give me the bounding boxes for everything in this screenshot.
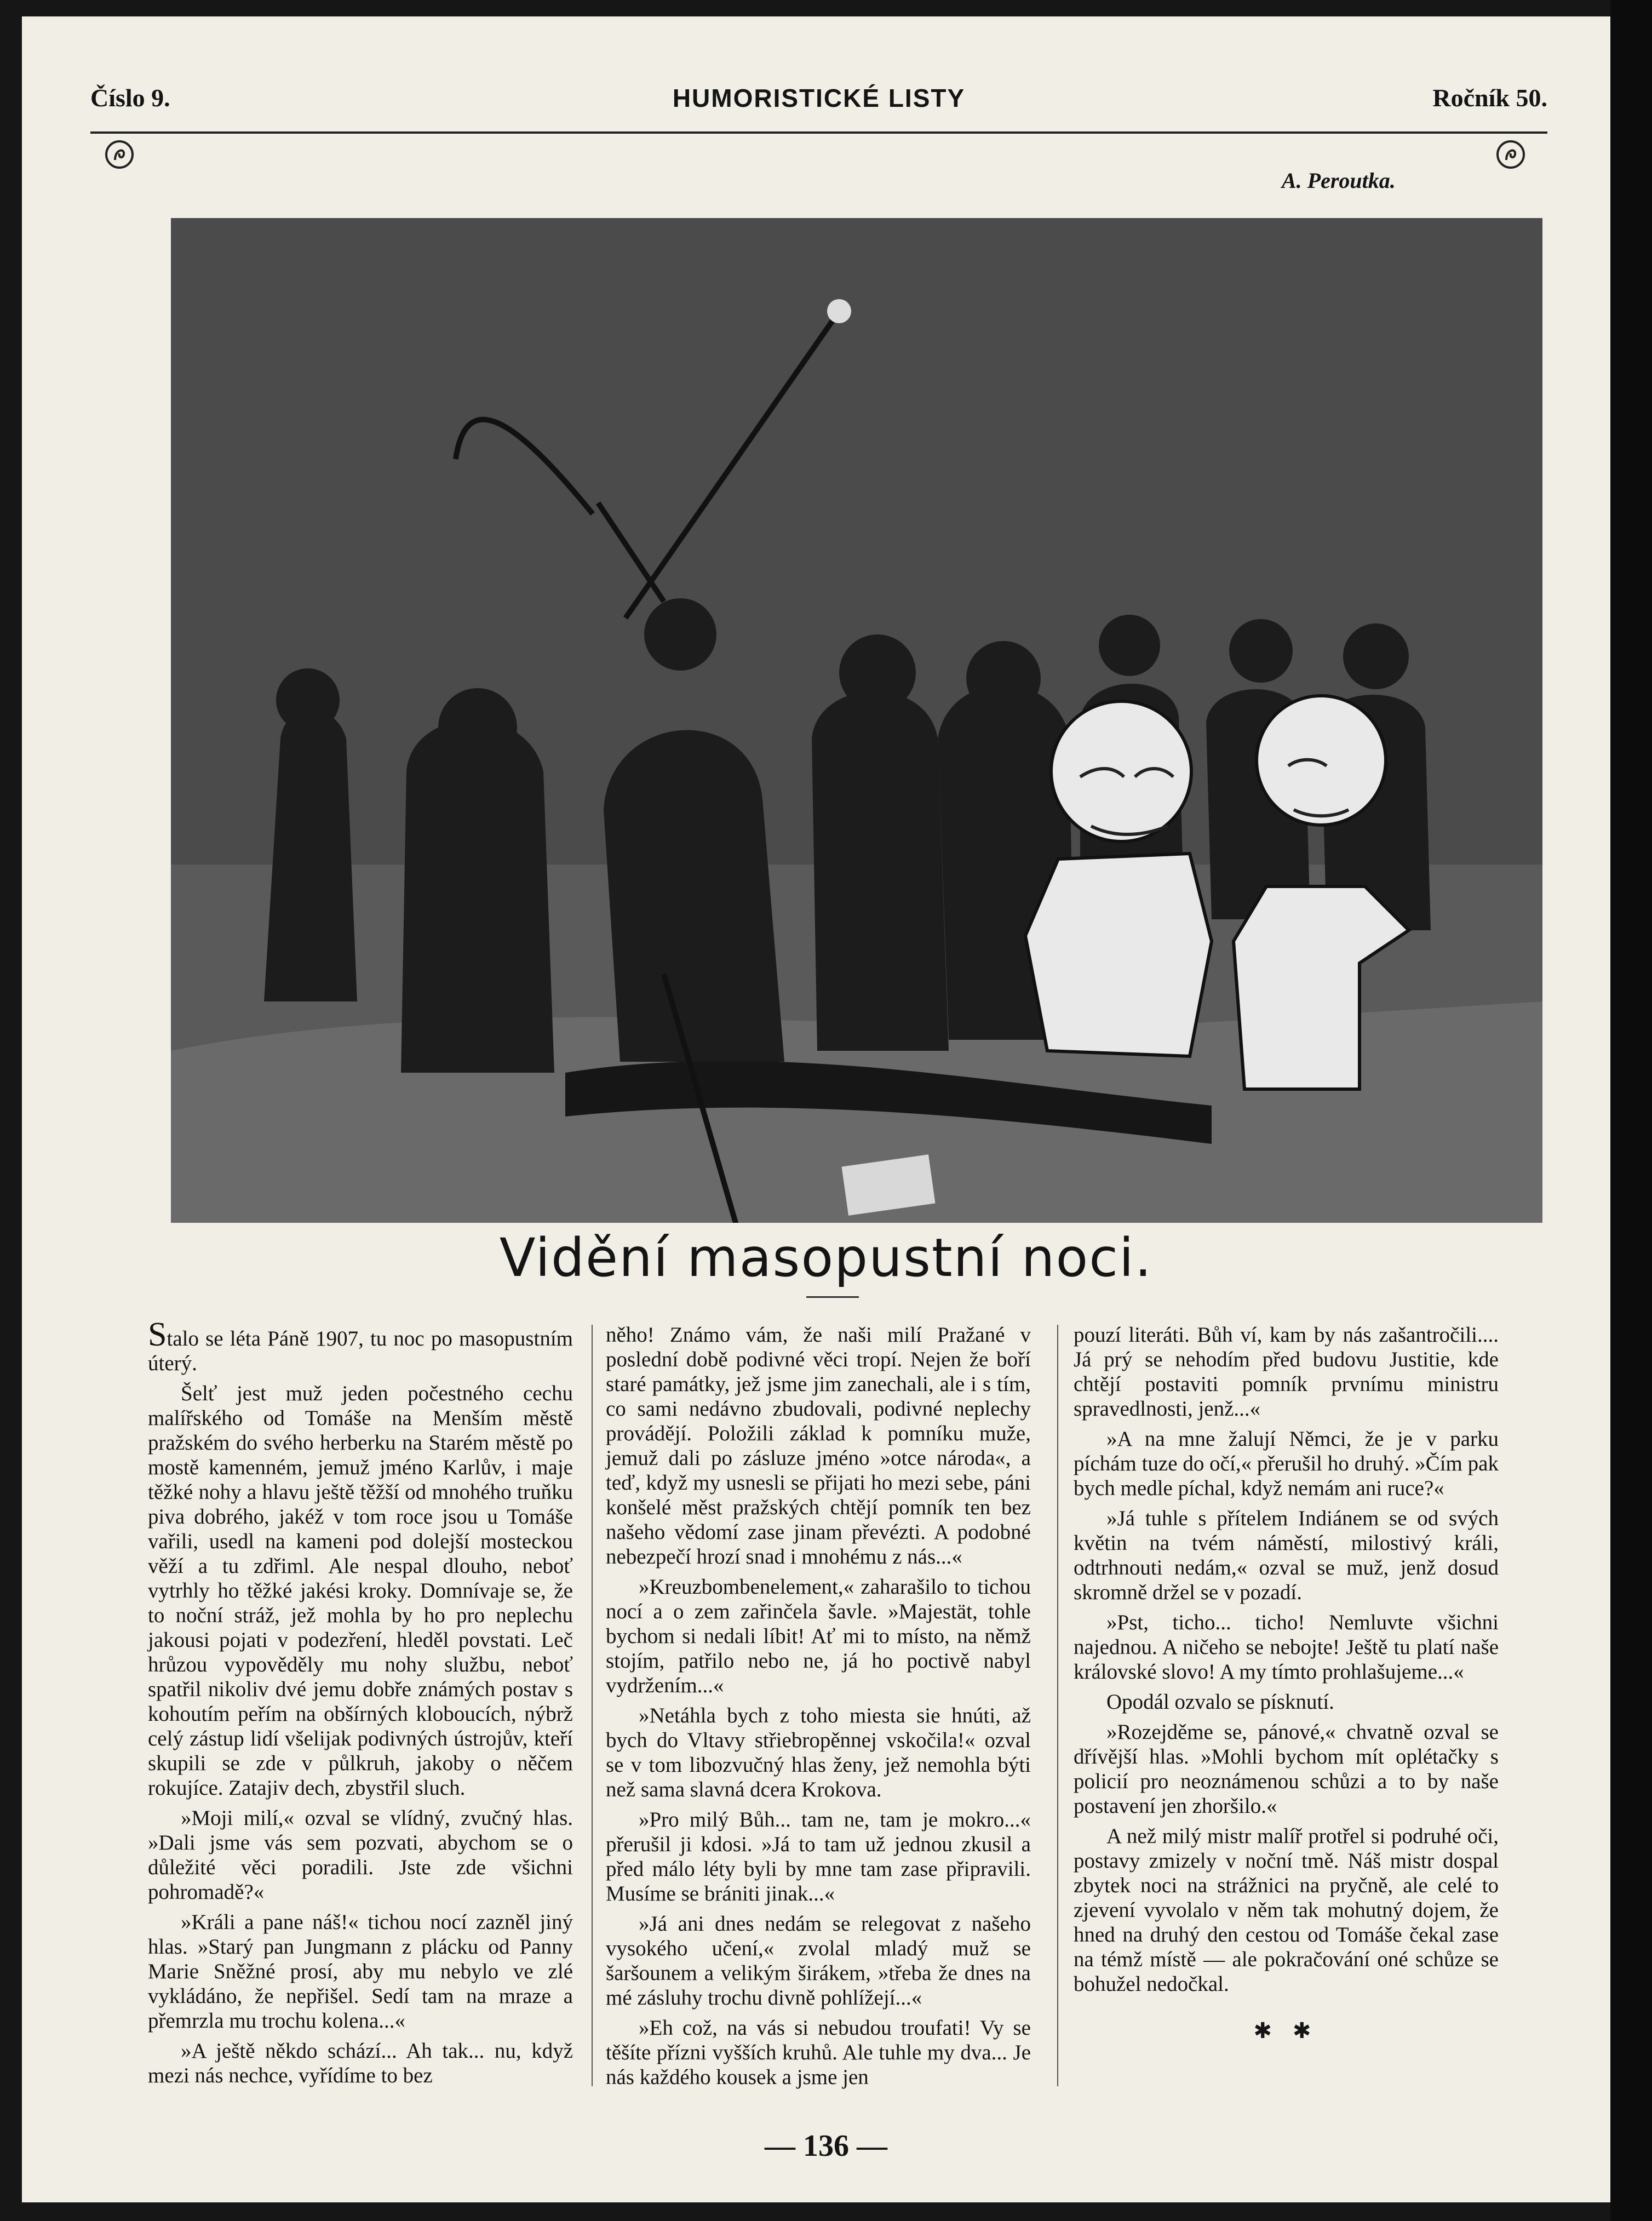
- paragraph: [148, 1316, 573, 1376]
- paragraph-text: talo se léta Páně 1907, tu noc po masopustním úterý.: [148, 1327, 573, 1375]
- paragraph: něho! Známo vám, že naši milí Pražané v poslední době podivné věci tropí. Nejen že boří staré památky, jež jsme jim zanechali, ale i s tím, co sami nedávno zbudovali, podivné neplechy provádějí. Položili základ k pomníku muže, jemuž dali po zásluze jméno »otce národa«, a teď, když my usnesli se přijati ho mezi sebe, páni konšelé měst pražských chtějí pomník ten bez našeho vědomí zase jinam převézti. A podobné nebezpečí hrozí snad i mnohému z nás...«: [606, 1323, 1031, 1569]
- drop-cap: S: [148, 1316, 167, 1353]
- ornament-left-icon: [103, 138, 136, 171]
- paragraph: »Já ani dnes nedám se relegovat z našeho vysokého učení,« zvolal mladý muž se šaršounem a velikým širákem, »třeba že dnes na mé zásluhy trochu divně pohlížejí...«: [606, 1912, 1031, 2010]
- paragraph: »Králi a pane náš!« tichou nocí zazněl jiný hlas. »Starý pan Jungmann z plácku od Panny Marie Sněžné prosí, aby mu nebylo ve zlé vykládáno, že nepřišel. Sedí tam na mraze a přemrzla mu trochu kolena...«: [148, 1910, 573, 2033]
- paragraph: A než milý mistr malíř protřel si podruhé oči, postavy zmizely v noční tmě. Náš mistr dospal zbytek noci na strážnici na pryčně, ale celé to zjevení vyvolalo v něm tak mohutný dojem, že hned na druhý den cestou od Tomáše čekal zase na témž místě — ale pokračování oné schůze se bohužel nedočkal.: [1074, 1824, 1499, 1996]
- text-column-2: [606, 1323, 1031, 2095]
- binding-edge: [1610, 0, 1652, 2221]
- column-divider: [1057, 1325, 1058, 2086]
- paragraph: »Já tuhle s přítelem Indiánem se od svých květin na tvém náměstí, milostivý králi, odtrhnouti nedám,« ozval se muž, jenž dosud skromně držel se v pozadí.: [1074, 1507, 1499, 1604]
- magazine-title: HUMORISTICKÉ LISTY: [672, 84, 966, 112]
- paragraph: pouzí literáti. Bůh ví, kam by nás zašantročili.... Já prý se nehodím před budovu Justitie, kde chtějí postaviti pomník prvnímu ministru spravedlnosti, jenž...«: [1074, 1323, 1499, 1421]
- paragraph: Opodál ozvalo se písknutí.: [1106, 1690, 1334, 1714]
- paragraph: »Pro milý Bůh... tam ne, tam je mokro...« přerušil ji kdosi. »Já to tam už jednou zkusil a před málo léty byli by mne tam zase připravili. Musíme se brániti jinak...«: [606, 1808, 1031, 1905]
- page-number: — 136 —: [765, 2129, 887, 2163]
- running-header: [90, 83, 1547, 127]
- paragraph: »A na mne žalují Němci, že je v parku píchám tuze do očí,« přerušil ho druhý. »Čím pak bych medle píchal, když nemám ani ruce?«: [1074, 1427, 1499, 1500]
- end-mark: ✱ ✱: [1253, 2018, 1319, 2043]
- artist-signature: A. Peroutka.: [1282, 168, 1396, 193]
- column-divider: [592, 1325, 593, 2086]
- paragraph: »Kreuzbombenelement,« zaharašilo to tichou nocí a o zem zařinčela šavle. »Majestät, tohle bychom si nedali líbit! Ať mi to místo, na němž stojím, patřilo nebo ne, já ho poctivě nabyl vydržením...«: [606, 1575, 1031, 1697]
- header-rule: [90, 131, 1547, 134]
- volume-number: Ročník 50.: [1432, 84, 1547, 112]
- article-title: Vidění masopustní noci.: [499, 1227, 1153, 1289]
- cartoon-drawing: [171, 218, 1542, 1223]
- paragraph: Šelť jest muž jeden počestného cechu malířského od Tomáše na Menším městě pražském do svého herberku na Starém městě po mostě kamenném, jemuž jméno Karlův, i maje těžké nohy a hlavu ještě těžší od mnohého truňku piva dobrého, jakéž v tom roce jsou u Tomáše vařili, usedl na kameni pod dolejší mosteckou věží a tu zdřiml. Ale nespal dlouho, neboť vytrhly ho těžké jakési kroky. Domnívaje se, že to noční stráž, jež mohla by ho pro neplechu jakousi pojati v podezření, hleděl povstati. Leč hrůzou vypověděly mu nohy službu, neboť spatřil nikoliv dvé jemu dobře známých postav s kohoutím peřím na obšírných kloboucích, nýbrž celý zástup lidí všelijak podivných ústrojův, kteří skupili se zde v půlkruh, jakoby o něčem rokujíce. Zatajiv dech, zbystřil sluch.: [148, 1382, 573, 1800]
- paragraph: »A ještě někdo schází... Ah tak... nu, když mezi nás nechce, vyřídíme to bez: [148, 2039, 573, 2087]
- paragraph: »Pst, ticho... ticho! Nemluvte všichni najednou. A ničeho se nebojte! Ještě tu platí naše královské slovo! A my tímto prohlašujeme...«: [1074, 1611, 1499, 1684]
- paragraph: »Eh což, na vás si nebudou troufati! Vy se těšíte přízni vyšších kruhů. Ale tuhle my dva... Je nás každého kousek a jsme jen: [606, 2016, 1031, 2089]
- cartoon-illustration: [171, 218, 1542, 1223]
- ornament-right-icon: [1494, 138, 1527, 171]
- text-column-1: [148, 1316, 573, 2093]
- paragraph: »Netáhla bych z toho miesta sie hnúti, až bych do Vltavy střiebropěnnej vskočila!« ozval se v tom libozvučný hlas ženy, jež nemohla býti než sama slavná dcera Krokova.: [606, 1704, 1031, 1801]
- paragraph: »Moji milí,« ozval se vlídný, zvučný hlas. »Dali jsme vás sem pozvati, abychom se o důležité věci poradili. Jste zde všichni pohromadě?«: [148, 1806, 573, 1904]
- title-rule: [806, 1296, 859, 1298]
- paragraph: »Rozejděme se, pánové,« chvatně ozval se dřívější hlas. »Mohli bychom mít oplétačky s policií pro neoznámenou schůzi a to by naše postavení jen zhoršilo.«: [1074, 1720, 1499, 1818]
- text-column-3: [1074, 1323, 1499, 2043]
- issue-number: Číslo 9.: [90, 84, 170, 112]
